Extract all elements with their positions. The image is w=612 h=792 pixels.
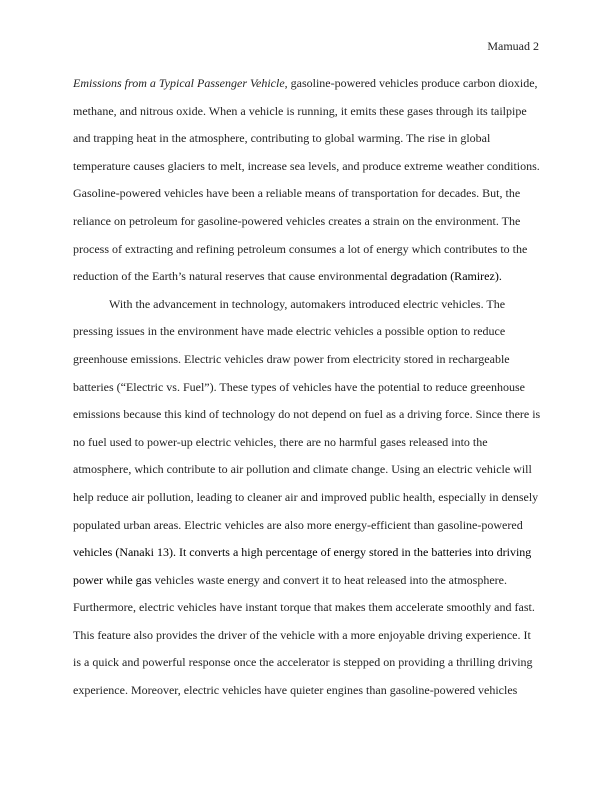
text-line: no fuel used to power-up electric vehicles, there are no harmful gases released into the <box>73 434 488 449</box>
text-line: process of extracting and refining petroleum consumes a lot of energy which contributes to the <box>73 241 528 256</box>
text-line: experience. Moreover, electric vehicles have quieter engines than gasoline-powered vehicles <box>73 683 518 698</box>
text-line: is a quick and powerful response once the accelerator is stepped on providing a thrilling driving <box>73 655 533 670</box>
paragraph <box>73 291 541 705</box>
text-line: With the advancement in technology, automakers introduced electric vehicles. The <box>109 296 506 311</box>
text-line: help reduce air pollution, leading to cleaner air and improved public health, especially in densely <box>73 489 539 504</box>
text-line: reliance on petroleum for gasoline-powered vehicles creates a strain on the environment. The <box>73 213 521 228</box>
text-line: This feature also provides the driver of the vehicle with a more enjoyable driving experience. It <box>73 627 531 642</box>
text-line: atmosphere, which contribute to air pollution and climate change. Using an electric vehicle will <box>73 462 532 477</box>
text-line: and trapping heat in the atmosphere, contributing to global warming. The rise in global <box>73 131 491 146</box>
citation-span: degradation (Ramirez). <box>390 269 502 284</box>
text-line: vehicles (Nanaki 13). It converts a high percentage of energy stored in the batteries into driving <box>73 545 532 560</box>
running-head: Mamuad 2 <box>487 39 539 53</box>
text-line: populated urban areas. Electric vehicles are also more energy-efficient than gasoline-powered <box>73 517 523 532</box>
text-line: batteries (“Electric vs. Fuel”). These types of vehicles have the potential to reduce greenhouse <box>73 379 525 394</box>
text-span: reduction of the Earth’s natural reserves that cause environmental <box>73 269 391 284</box>
text-line: emissions because this kind of technology do not depend on fuel as a driving force. Since there is <box>73 407 541 422</box>
text-line <box>73 567 541 595</box>
document-body <box>73 70 541 705</box>
text-line: temperature causes glaciers to melt, increase sea levels, and produce extreme weather conditions. <box>73 158 540 173</box>
paragraph <box>73 70 541 291</box>
text-line: Gasoline-powered vehicles have been a reliable means of transportation for decades. But, the <box>73 186 521 201</box>
text-line: methane, and nitrous oxide. When a vehicle is running, it emits these gases through its tailpipe <box>73 103 527 118</box>
text-line <box>73 263 541 291</box>
text-line: pressing issues in the environment have made electric vehicles a possible option to reduce <box>73 324 506 339</box>
text-span: power while gas <box>73 572 152 587</box>
text-span: vehicles waste energy and convert it to heat released into the atmosphere. <box>151 572 507 587</box>
text-line <box>73 70 541 98</box>
italic-source-title: Emissions from a Typical Passenger Vehicle <box>73 76 285 90</box>
text-line: greenhouse emissions. Electric vehicles draw power from electricity stored in rechargeable <box>73 351 510 366</box>
text-line: Furthermore, electric vehicles have instant torque that makes them accelerate smoothly and fast. <box>73 600 535 615</box>
text-span: , gasoline-powered vehicles produce carbon dioxide, <box>284 76 538 90</box>
